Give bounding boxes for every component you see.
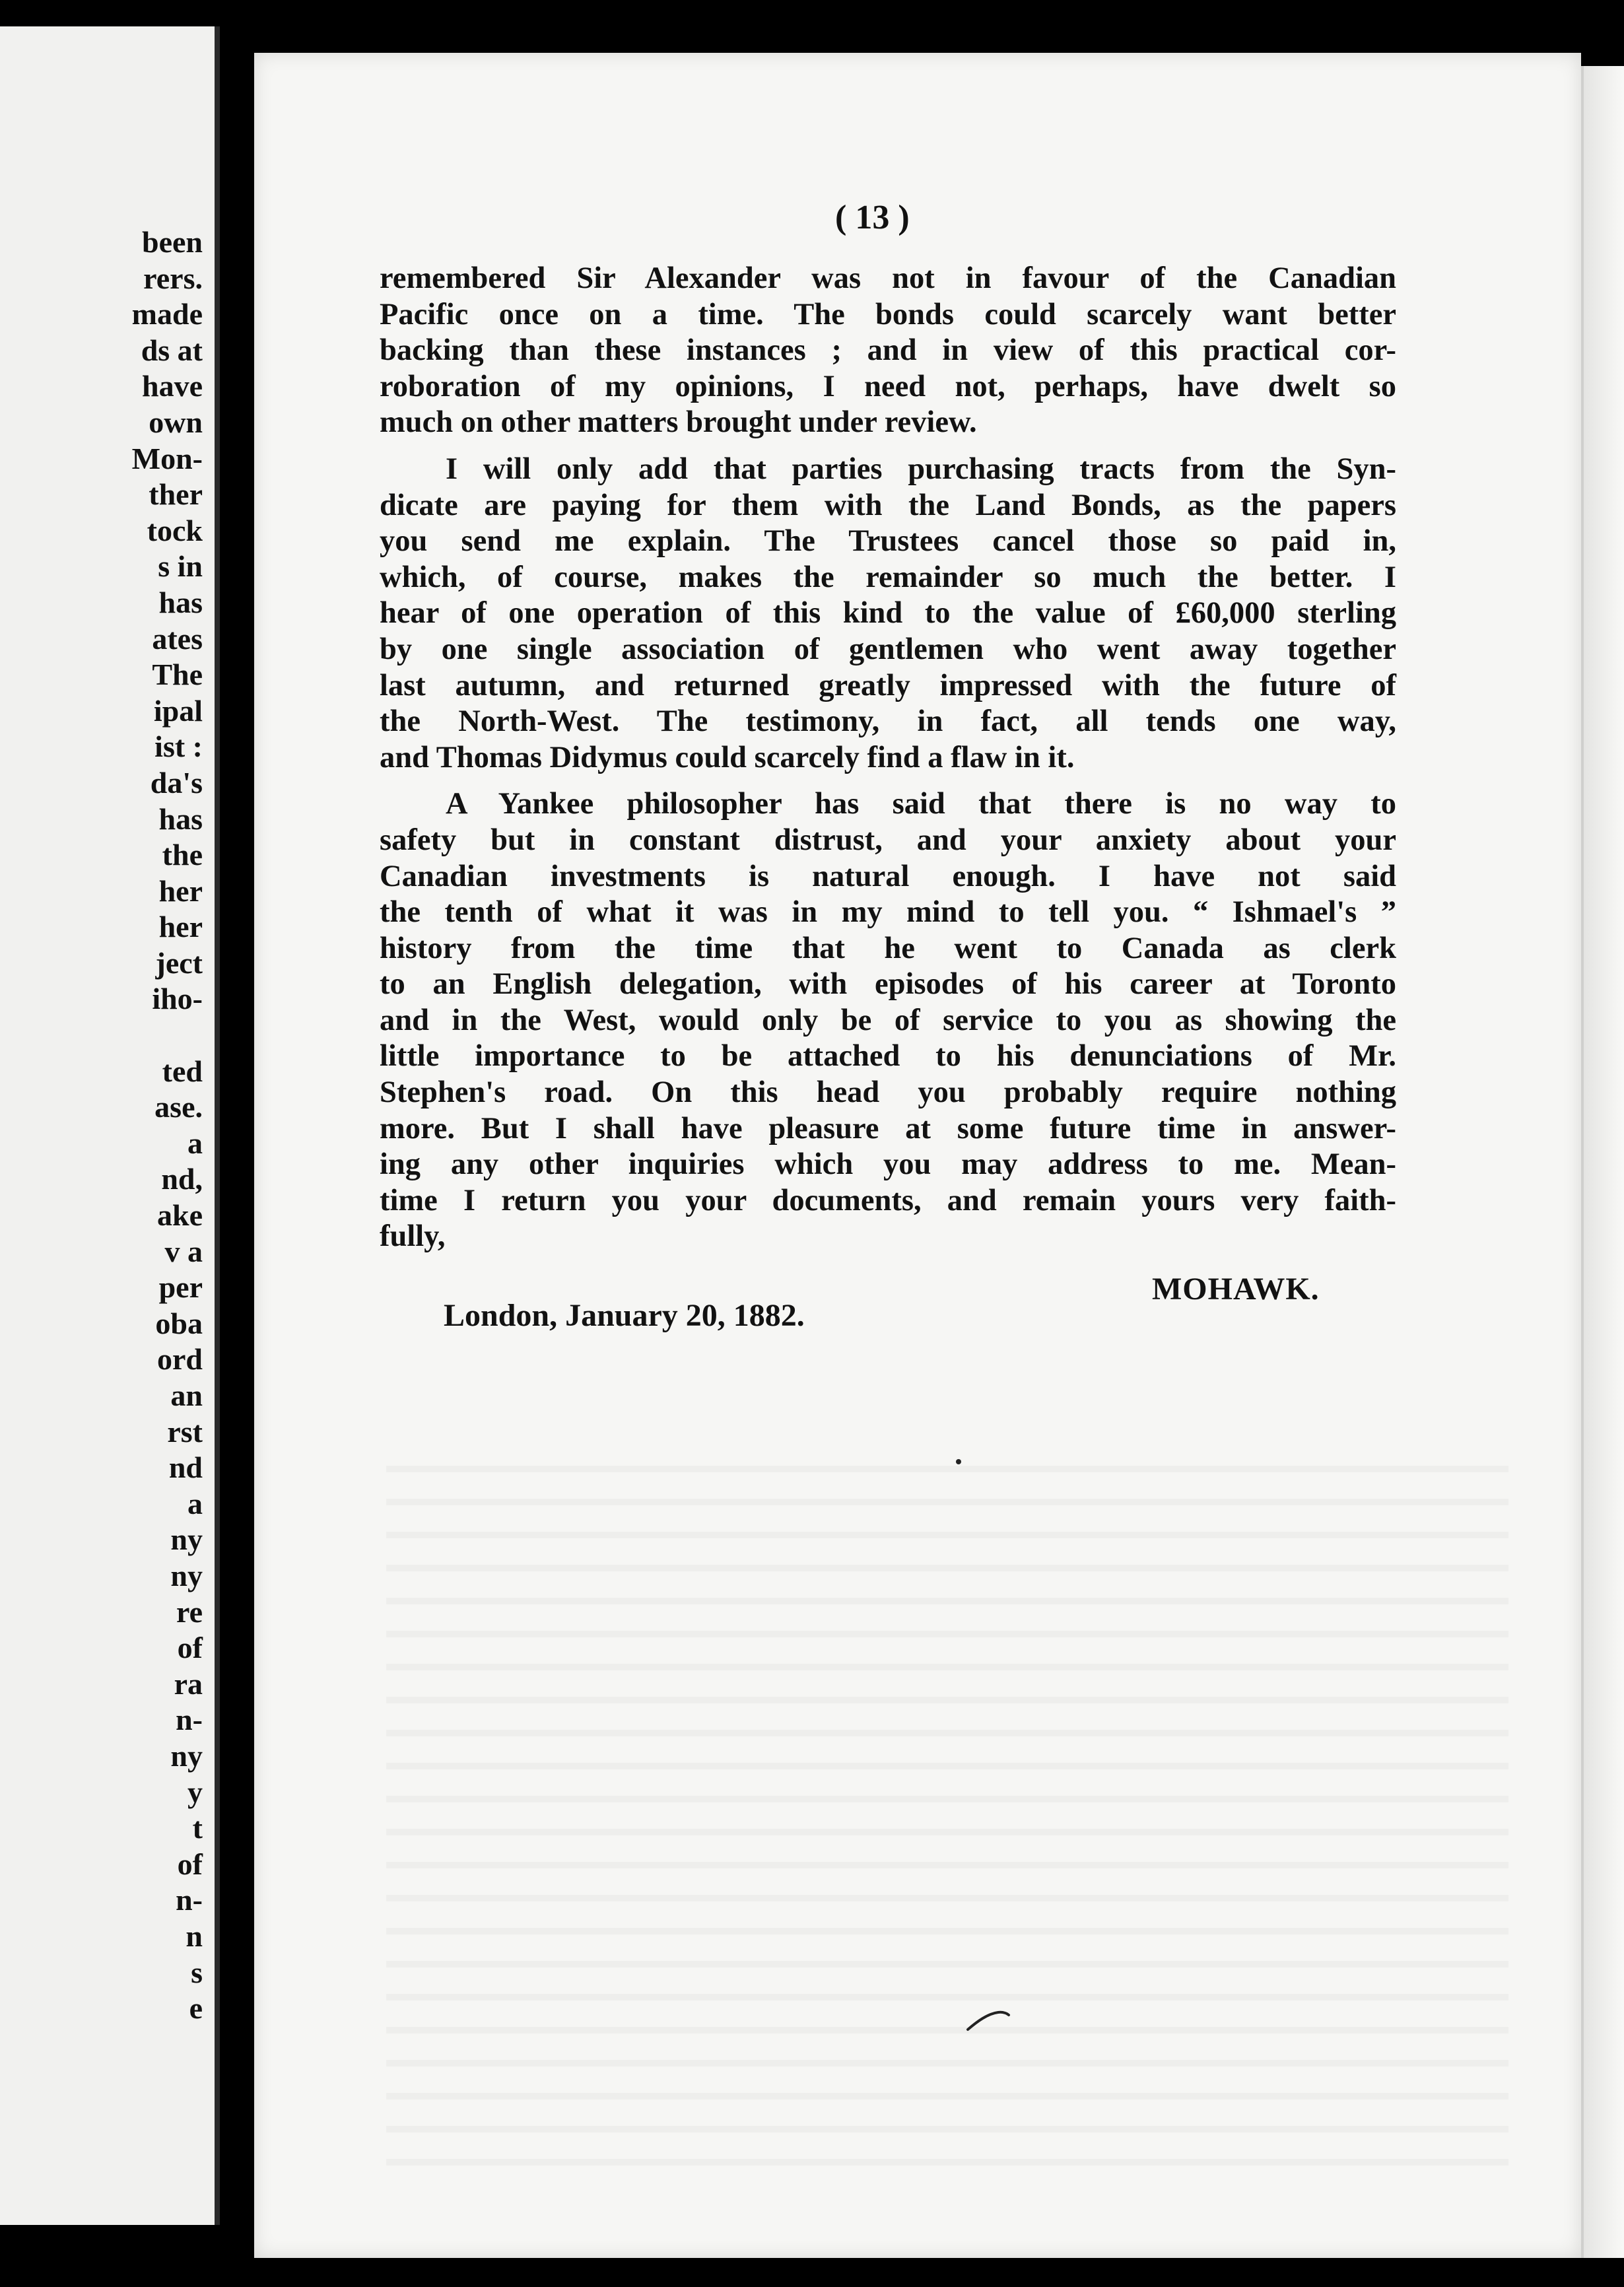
text-line: dicate are paying for them with the Land Bonds, as the papers bbox=[380, 488, 1396, 522]
previous-page-fragment: ny bbox=[170, 1558, 203, 1592]
text-line: Canadian investments is natural enough. I have not said bbox=[380, 859, 1396, 893]
body-text bbox=[380, 261, 1396, 1266]
previous-page-fragment: ake bbox=[157, 1198, 203, 1233]
next-page-edge bbox=[1581, 66, 1624, 2258]
text-line: Pacific once on a time. The bonds could scarcely want better bbox=[380, 297, 1396, 331]
previous-page-fragment: a bbox=[187, 1126, 203, 1160]
previous-page-fragment bbox=[132, 1017, 203, 1054]
previous-page-fragment: the bbox=[162, 838, 203, 872]
previous-page-fragment: n- bbox=[176, 1883, 203, 1917]
text-line: last autumn, and returned greatly impressed with the future of bbox=[380, 668, 1396, 702]
previous-page-fragment: have bbox=[142, 369, 203, 403]
previous-page-fragment: ny bbox=[170, 1738, 203, 1773]
text-line: backing than these instances ; and in view of this practical cor- bbox=[380, 333, 1396, 368]
previous-page-fragment: s bbox=[191, 1955, 203, 1989]
text-line: and Thomas Didymus could scarcely find a flaw in it. bbox=[380, 740, 1075, 774]
text-line: roboration of my opinions, I need not, perhaps, have dwelt so bbox=[380, 369, 1396, 403]
previous-page-fragment: of bbox=[177, 1631, 203, 1665]
previous-page-fragment: rst bbox=[167, 1414, 203, 1449]
text-line: I will only add that parties purchasing tracts from the Syn- bbox=[446, 452, 1396, 486]
previous-page-fragment: ipal bbox=[153, 693, 203, 728]
text-line: much on other matters brought under review. bbox=[380, 405, 977, 440]
previous-page-fragment: v a bbox=[164, 1234, 203, 1268]
page-number: ( 13 ) bbox=[835, 199, 910, 236]
previous-page-fragment: ted bbox=[162, 1054, 203, 1088]
text-line: time I return you your documents, and remain yours very faith- bbox=[380, 1183, 1396, 1217]
previous-page-fragment: ord bbox=[157, 1342, 203, 1377]
previous-page-fragment: re bbox=[176, 1594, 203, 1629]
text-line: you send me explain. The Trustees cancel those so paid in, bbox=[380, 524, 1396, 559]
previous-page-fragment: da's bbox=[150, 765, 203, 800]
text-line: remembered Sir Alexander was not in favour of the Canadian bbox=[380, 261, 1396, 295]
previous-page-fragment: of bbox=[177, 1847, 203, 1881]
previous-page-fragment: ase. bbox=[154, 1090, 203, 1124]
text-line: the North-West. The testimony, in fact, all tends one way, bbox=[380, 704, 1396, 739]
paragraph bbox=[380, 452, 1396, 776]
previous-page-edge bbox=[0, 26, 220, 2225]
text-line: by one single association of gentlemen who went away together bbox=[380, 632, 1396, 666]
text-line: the tenth of what it was in my mind to tell you. “ Ishmael's ” bbox=[380, 895, 1396, 930]
previous-page-fragment: ist : bbox=[154, 730, 203, 764]
previous-page-fragment: ny bbox=[170, 1522, 203, 1557]
paragraph bbox=[380, 786, 1396, 1255]
previous-page-fragment: has bbox=[158, 802, 203, 836]
dateline: London, January 20, 1882. bbox=[444, 1298, 805, 1333]
previous-page-fragment: Mon- bbox=[131, 441, 203, 475]
text-line: and in the West, would only be of service to you as showing the bbox=[380, 1003, 1396, 1037]
previous-page-fragment: made bbox=[131, 297, 203, 331]
previous-page-fragment: ds at bbox=[141, 333, 203, 367]
previous-page-fragment: nd bbox=[168, 1451, 203, 1485]
previous-page-fragment: s in bbox=[158, 549, 203, 584]
previous-page-fragment: per bbox=[158, 1270, 203, 1305]
previous-page-fragment: n bbox=[186, 1919, 203, 1953]
previous-page-fragment: been bbox=[142, 225, 203, 259]
previous-page-fragment: ra bbox=[174, 1666, 203, 1701]
text-line: safety but in constant distrust, and your anxiety about your bbox=[380, 823, 1396, 857]
previous-page-fragment: ther bbox=[149, 477, 203, 512]
previous-page-fragment: The bbox=[152, 658, 203, 692]
text-line: fully, bbox=[380, 1219, 446, 1254]
pen-stroke-mark bbox=[965, 2007, 1011, 2033]
previous-page-fragment: oba bbox=[155, 1306, 203, 1340]
previous-page-fragment: own bbox=[149, 405, 203, 439]
text-line: ing any other inquiries which you may address to me. Mean- bbox=[380, 1147, 1396, 1182]
text-line: hear of one operation of this kind to the value of £60,000 sterling bbox=[380, 596, 1396, 631]
paragraph bbox=[380, 261, 1396, 441]
text-line: which, of course, makes the remainder so much the better. I bbox=[380, 560, 1396, 594]
previous-page-fragment: her bbox=[158, 910, 203, 944]
text-line: to an English delegation, with episodes of his career at Toronto bbox=[380, 967, 1396, 1002]
previous-page-fragment: has bbox=[158, 585, 203, 619]
bleed-through-texture bbox=[386, 1439, 1508, 2166]
previous-page-fragment: tock bbox=[147, 513, 203, 547]
text-line: more. But I shall have pleasure at some future time in answer- bbox=[380, 1111, 1396, 1145]
text-line: Stephen's road. On this head you probably require nothing bbox=[380, 1075, 1396, 1110]
previous-page-fragment: t bbox=[192, 1811, 203, 1845]
previous-page-fragment: ject bbox=[155, 945, 203, 980]
previous-page-fragment: a bbox=[187, 1486, 203, 1520]
previous-page-fragment: e bbox=[189, 1991, 203, 2026]
previous-page-fragment: n- bbox=[176, 1703, 203, 1737]
previous-page-fragment: y bbox=[187, 1775, 203, 1809]
previous-page-fragment: nd, bbox=[161, 1162, 203, 1196]
previous-page-fragment: rers. bbox=[143, 261, 203, 295]
previous-page-fragment: her bbox=[158, 873, 203, 908]
text-line: little importance to be attached to his denunciations of Mr. bbox=[380, 1039, 1396, 1074]
signature: MOHAWK. bbox=[1152, 1272, 1320, 1307]
text-line: A Yankee philosopher has said that there is no way to bbox=[446, 787, 1396, 821]
text-line: history from the time that he went to Canada as clerk bbox=[380, 931, 1396, 965]
previous-page-fragment: ates bbox=[152, 621, 203, 656]
ink-dot-mark bbox=[956, 1459, 961, 1464]
previous-page-fragment: an bbox=[170, 1379, 203, 1412]
previous-page-text-fragments bbox=[132, 224, 203, 2027]
previous-page-fragment: iho- bbox=[152, 982, 203, 1016]
